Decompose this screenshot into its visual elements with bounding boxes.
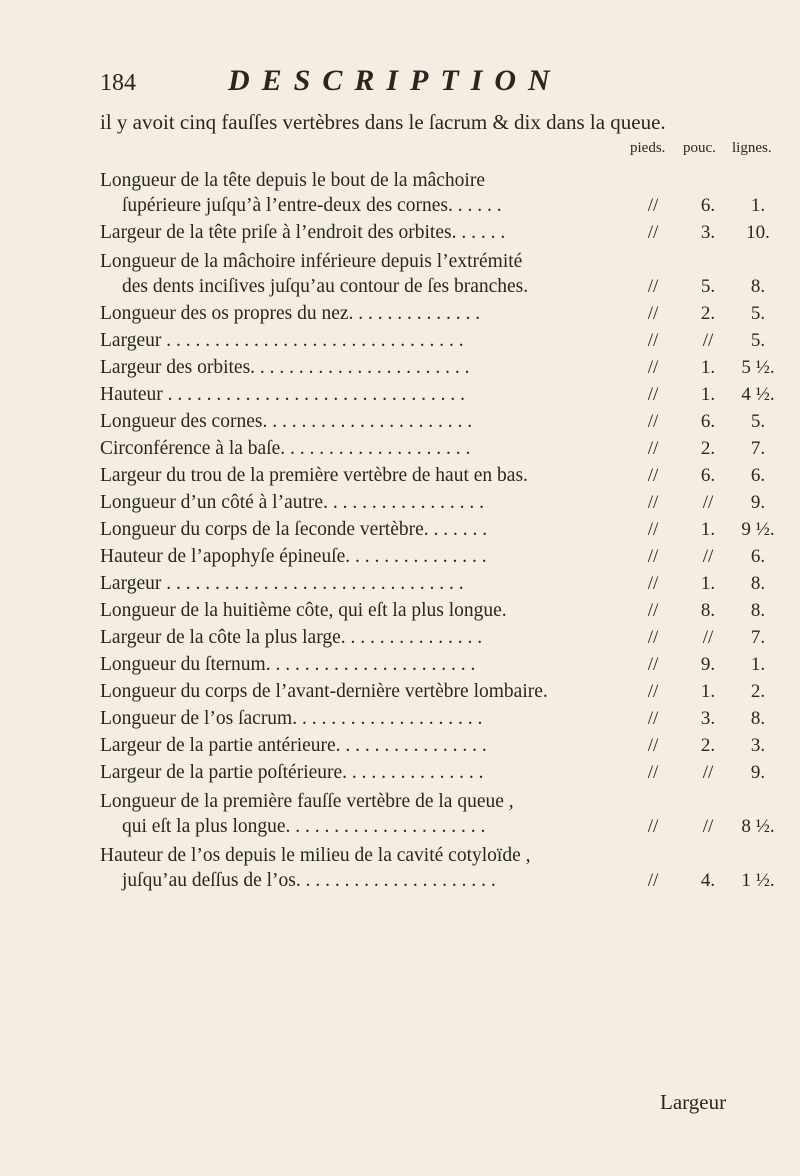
value-pouc: 2. (700, 438, 716, 459)
row-label (100, 598, 642, 623)
value-pieds: // (647, 465, 659, 486)
value-lignes: 8. (750, 708, 766, 729)
value-pouc: // (702, 330, 714, 351)
value-pieds: // (647, 573, 659, 594)
value-pouc: 2. (700, 303, 716, 324)
table-row (100, 652, 766, 677)
intro-text: il y avoit cinq fauſſes vertèbres dans le ſacrum & dix dans la queue. (100, 110, 666, 134)
row-label (100, 301, 642, 326)
row-label (100, 517, 642, 542)
value-lignes: 1. (750, 195, 766, 216)
table-row (100, 490, 766, 515)
value-pieds: // (647, 222, 659, 243)
value-lignes: 3. (750, 735, 766, 756)
value-pieds: // (647, 438, 659, 459)
running-head: DESCRIPTION (228, 64, 562, 97)
value-pieds: // (647, 762, 659, 783)
row-label (100, 463, 642, 488)
value-lignes: 1 ½. (741, 870, 775, 891)
value-pieds: // (647, 816, 659, 837)
table-row (100, 249, 766, 299)
value-lignes: 5. (750, 411, 766, 432)
table-row (100, 679, 766, 704)
measurement-table (100, 168, 775, 893)
value-lignes: 5 ½. (741, 357, 775, 378)
value-pieds: // (647, 681, 659, 702)
table-row (100, 220, 770, 245)
row-label (100, 733, 642, 758)
value-lignes: 2. (750, 681, 766, 702)
row-label (100, 789, 642, 839)
value-pieds: // (647, 276, 659, 297)
value-pouc: 3. (700, 222, 716, 243)
value-pieds: // (647, 654, 659, 675)
value-pouc: 5. (700, 276, 716, 297)
table-row (100, 436, 766, 461)
value-lignes: 9. (750, 762, 766, 783)
row-label-line2: Longueur de la huitième côte, qui eſt la plus longue. (100, 600, 507, 621)
catchword: Largeur (660, 1090, 727, 1114)
value-pouc: 6. (700, 195, 716, 216)
value-pieds: // (647, 627, 659, 648)
value-pouc: 1. (700, 519, 716, 540)
row-label-line2: Largeur de la partie poſtérieure. . . . . . . . . . . . . . . (100, 762, 484, 783)
value-pouc: // (702, 816, 714, 837)
table-row (100, 571, 766, 596)
row-label (100, 220, 642, 245)
row-label-line2: Longueur des os propres du nez. . . . . . . . . . . . . . (100, 303, 481, 324)
value-lignes: 8. (750, 276, 766, 297)
value-lignes: 7. (750, 438, 766, 459)
row-label (100, 571, 642, 596)
value-lignes: 10. (746, 222, 770, 243)
row-label (100, 544, 642, 569)
value-pouc: 8. (700, 600, 716, 621)
row-label-line2: Largeur de la côte la plus large. . . . . . . . . . . . . . . (100, 627, 483, 648)
row-label (100, 706, 642, 731)
value-pieds: // (647, 600, 659, 621)
value-pouc: // (702, 762, 714, 783)
row-label (100, 679, 642, 704)
value-pieds: // (647, 303, 659, 324)
table-row (100, 706, 766, 731)
row-label-line1: Longueur de la première fauſſe vertèbre de la queue , (100, 791, 514, 812)
row-label (100, 436, 642, 461)
row-label-line2: Longueur du ſternum. . . . . . . . . . . . . . . . . . . . . . (100, 654, 476, 675)
value-pieds: // (647, 492, 659, 513)
value-pouc: 1. (700, 573, 716, 594)
table-row (100, 463, 766, 488)
row-label-line2: Hauteur . . . . . . . . . . . . . . . . . . . . . . . . . . . . . . . (100, 384, 466, 405)
row-label-line2: Hauteur de l’apophyſe épineuſe. . . . . . . . . . . . . . . (100, 546, 487, 567)
table-row (100, 328, 766, 353)
table-row (100, 168, 766, 218)
row-label-line2: Longueur de l’os ſacrum. . . . . . . . . . . . . . . . . . . . (100, 708, 483, 729)
value-pouc: 1. (700, 384, 716, 405)
row-label-line2: juſqu’au deſſus de l’os. . . . . . . . . . . . . . . . . . . . . (122, 870, 496, 891)
value-pieds: // (647, 735, 659, 756)
table-row (100, 733, 766, 758)
table-row (100, 789, 775, 839)
value-pieds: // (647, 411, 659, 432)
value-lignes: 4 ½. (741, 384, 775, 405)
value-lignes: 8. (750, 573, 766, 594)
value-lignes: 9 ½. (741, 519, 775, 540)
row-label (100, 249, 642, 299)
row-label (100, 168, 642, 218)
value-pouc: 6. (700, 465, 716, 486)
row-label (100, 843, 642, 893)
column-header-pieds: pieds. (630, 140, 666, 156)
table-row (100, 517, 775, 542)
row-label-line1: Hauteur de l’os depuis le milieu de la cavité cotyloïde , (100, 845, 531, 866)
value-pouc: 1. (700, 681, 716, 702)
row-label (100, 652, 642, 677)
row-label-line2: Longueur du corps de l’avant-dernière vertèbre lombaire. (100, 681, 548, 702)
row-label (100, 355, 642, 380)
value-pieds: // (647, 384, 659, 405)
value-pouc: 4. (700, 870, 716, 891)
value-pouc: 3. (700, 708, 716, 729)
row-label (100, 625, 642, 650)
value-pieds: // (647, 546, 659, 567)
value-lignes: 6. (750, 465, 766, 486)
value-pouc: // (702, 627, 714, 648)
row-label-line2: Largeur . . . . . . . . . . . . . . . . . . . . . . . . . . . . . . . (100, 573, 464, 594)
value-pouc: 9. (700, 654, 716, 675)
value-pieds: // (647, 357, 659, 378)
table-row (100, 355, 775, 380)
row-label (100, 490, 642, 515)
column-header-lignes: lignes. (732, 140, 772, 156)
row-label (100, 382, 642, 407)
row-label-line2: ſupérieure juſqu’à l’entre-deux des cornes. . . . . . (122, 195, 502, 216)
row-label (100, 760, 642, 785)
row-label-line2: qui eſt la plus longue. . . . . . . . . . . . . . . . . . . . . (122, 816, 486, 837)
row-label-line2: Longueur d’un côté à l’autre. . . . . . . . . . . . . . . . . (100, 492, 484, 513)
table-row (100, 625, 766, 650)
row-label-line2: Longueur des cornes. . . . . . . . . . . . . . . . . . . . . . (100, 411, 473, 432)
table-row (100, 301, 766, 326)
row-label-line2: Longueur du corps de la ſeconde vertèbre. . . . . . . (100, 519, 488, 540)
value-pieds: // (647, 870, 659, 891)
row-label-line2: Largeur de la partie antérieure. . . . . . . . . . . . . . . . (100, 735, 487, 756)
value-pieds: // (647, 195, 659, 216)
page-number: 184 (100, 70, 136, 96)
row-label-line2: des dents inciſives juſqu’au contour de ſes branches. (122, 276, 529, 297)
row-label (100, 409, 642, 434)
value-lignes: 9. (750, 492, 766, 513)
table-row (100, 382, 775, 407)
row-label-line2: Largeur du trou de la première vertèbre de haut en bas. (100, 465, 528, 486)
row-label-line2: Largeur . . . . . . . . . . . . . . . . . . . . . . . . . . . . . . . (100, 330, 464, 351)
value-pouc: 6. (700, 411, 716, 432)
table-row (100, 598, 766, 623)
table-row (100, 843, 775, 893)
value-lignes: 5. (750, 330, 766, 351)
value-lignes: 8 ½. (741, 816, 775, 837)
row-label-line1: Longueur de la mâchoire inférieure depuis l’extrémité (100, 251, 523, 272)
value-lignes: 8. (750, 600, 766, 621)
value-lignes: 6. (750, 546, 766, 567)
value-pieds: // (647, 519, 659, 540)
value-pieds: // (647, 708, 659, 729)
row-label-line2: Largeur des orbites. . . . . . . . . . . . . . . . . . . . . . . (100, 357, 470, 378)
row-label-line1: Longueur de la tête depuis le bout de la mâchoire (100, 170, 485, 191)
value-lignes: 7. (750, 627, 766, 648)
row-label-line2: Largeur de la tête priſe à l’endroit des orbites. . . . . . (100, 222, 506, 243)
column-header-pouc: pouc. (683, 140, 716, 156)
row-label (100, 328, 642, 353)
value-pieds: // (647, 330, 659, 351)
value-lignes: 1. (750, 654, 766, 675)
value-pouc: 2. (700, 735, 716, 756)
value-lignes: 5. (750, 303, 766, 324)
row-label-line2: Circonférence à la baſe. . . . . . . . . . . . . . . . . . . . (100, 438, 471, 459)
value-pouc: // (702, 546, 714, 567)
page-header (100, 60, 740, 100)
table-row (100, 760, 766, 785)
table-row (100, 409, 766, 434)
value-pouc: // (702, 492, 714, 513)
table-row (100, 544, 766, 569)
value-pouc: 1. (700, 357, 716, 378)
